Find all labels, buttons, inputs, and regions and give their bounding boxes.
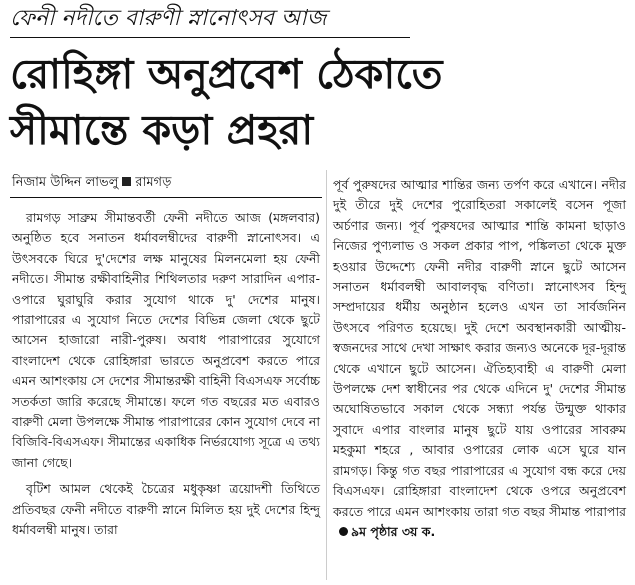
square-bullet-icon <box>122 177 131 186</box>
byline <box>12 172 322 194</box>
headline-line-2: সীমান্তে কড়া প্রহরা <box>10 106 314 154</box>
right-body: পূর্ব পুরুষদের আত্মার শান্তির জন্য তর্পণ করে এখানে। নদীর দুই তীরে দুই দেশের পুরোহিতরা সকালেই বসেন পূজা অর্চণার জন্য। পূর্ব পুরুষদের আত্মার শান্তি কামনা ছাড়াও নিজের পুণ্যলাভ ও সকল প্রকার পাপ, পঙ্কিলতা থেকে মুক্ত হওয়ার উদ্দেশ্যে ফেনী নদীর বারুণী স্নানে ছুটে আসেন সনাতন ধর্মাবলম্বী আবালবৃদ্ধ বণিতা। স্নানোৎসব হিন্দু সম্প্রদায়ের ধর্মীয় অনুষ্ঠান হলেও এখন তা সার্বজনিন উৎসবে পরিণত হয়েছে। দুই দেশে অবস্থানকারী আত্মীয়- স্বজনদের সাথে দেখা সাক্ষাৎ করার জন্যও অনেকে দূর-দূরান্ত থেকে এখানে ছুটে আসেন। ঐতিহ্যবাহী এ বারুণী মেলা উপলক্ষে দেশ স্বাধীনের পর থেকে এদিনে দু' দেশের সীমান্ত অঘোষিতভাবে সকাল থেকে সন্ধ্যা পর্যন্ত উন্মুক্ত থাকার সুবাদে এপার বাংলার মানুষ ছুটে যায় ওপারের সাবরুম মহকুমা শহরে , আবার ওপারের লোক এসে ঘুরে যান রামগড়। কিন্তু গত বছর পারাপারের এ সুযোগ বন্ধ করে দেয় বিএসএফ। রোহিঙ্গারা বাংলাদেশ থেকে ওপরে অনুপ্রবেশ করতে পারে এমন আশংকায় তারা গত বছর সীমান্ত পারাপার <box>333 177 626 519</box>
right-column <box>333 175 626 542</box>
left-paragraph-2: বৃটিশ আমল থেকেই চৈত্রের মধুকৃষ্ণা ত্রয়োদশী তিথিতে প্রতিবছর ফেনী নদীতে বারুণী স্নানে মিলিত হয় দুই দেশের হিন্দু ধর্মাবলম্বী মানুষ। তারা <box>12 481 320 538</box>
main-headline <box>10 46 510 158</box>
bullet-dot-icon <box>339 527 348 536</box>
headline-line-1: রোহিঙ্গা অনুপ্রবেশ ঠেকাতে <box>10 50 443 98</box>
continued-text: ৯ম পৃষ্ঠার ৩য় ক. <box>351 523 436 539</box>
left-column <box>12 208 320 541</box>
left-paragraph-1: রামগড় সাব্রুম সীমান্তবর্তী ফেনী নদীতে আজ (মঙ্গলবার) অনুষ্ঠিত হবে সনাতন ধর্মাবলম্বীদের বারুণী স্নানোৎসব। এ উৎসবকে ঘিরে দু'দেশের লক্ষ মানুষের মিলনমেলা হয় ফেনী নদীতে। সীমান্ত রক্ষীবাহিনীর শিথিলতার দরুণ সারাদিন এপার-ওপারে ঘুরাঘুরি করার সুযোগ থাকে দু' দেশের মানুষ। পারাপারের এ সুযোগ নিতে দেশের বিভিন্ন জেলা থেকে ছুটে আসেন হাজারো নারী-পুরুষ। অবাধ পারাপারের সুযোগে বাংলাদেশ থেকে রোহিঙ্গারা ভারতে অনুপ্রবেশ করতে পারে এমন আশংকায় সে দেশের সীমান্তরক্ষী বাহিনী বিএসএফ সর্বোচ্চ সতর্কতা জারি করেছে সীমান্তে। ফলে গত বছরের মত এবারও বারুণী মেলা উপলক্ষে সীমান্ত পারাপারের কোন সুযোগ দেবে না বিজিবি-বিএসএফ। সীমান্তের একাধিক নির্ভরযোগ্য সূত্রে এ তথ্য জানা গেছে। <box>12 210 320 470</box>
byline-underline <box>10 197 322 198</box>
right-paragraph <box>333 175 626 542</box>
byline-author: নিজাম উদ্দিন লাভলু <box>12 175 119 190</box>
byline-location: রামগড় <box>135 175 172 190</box>
kicker-headline: ফেনী নদীতে বারুণী স্নানোৎসব আজ <box>10 6 327 31</box>
column-divider <box>326 170 327 580</box>
continued-note <box>333 524 435 539</box>
kicker-underline <box>10 37 410 38</box>
